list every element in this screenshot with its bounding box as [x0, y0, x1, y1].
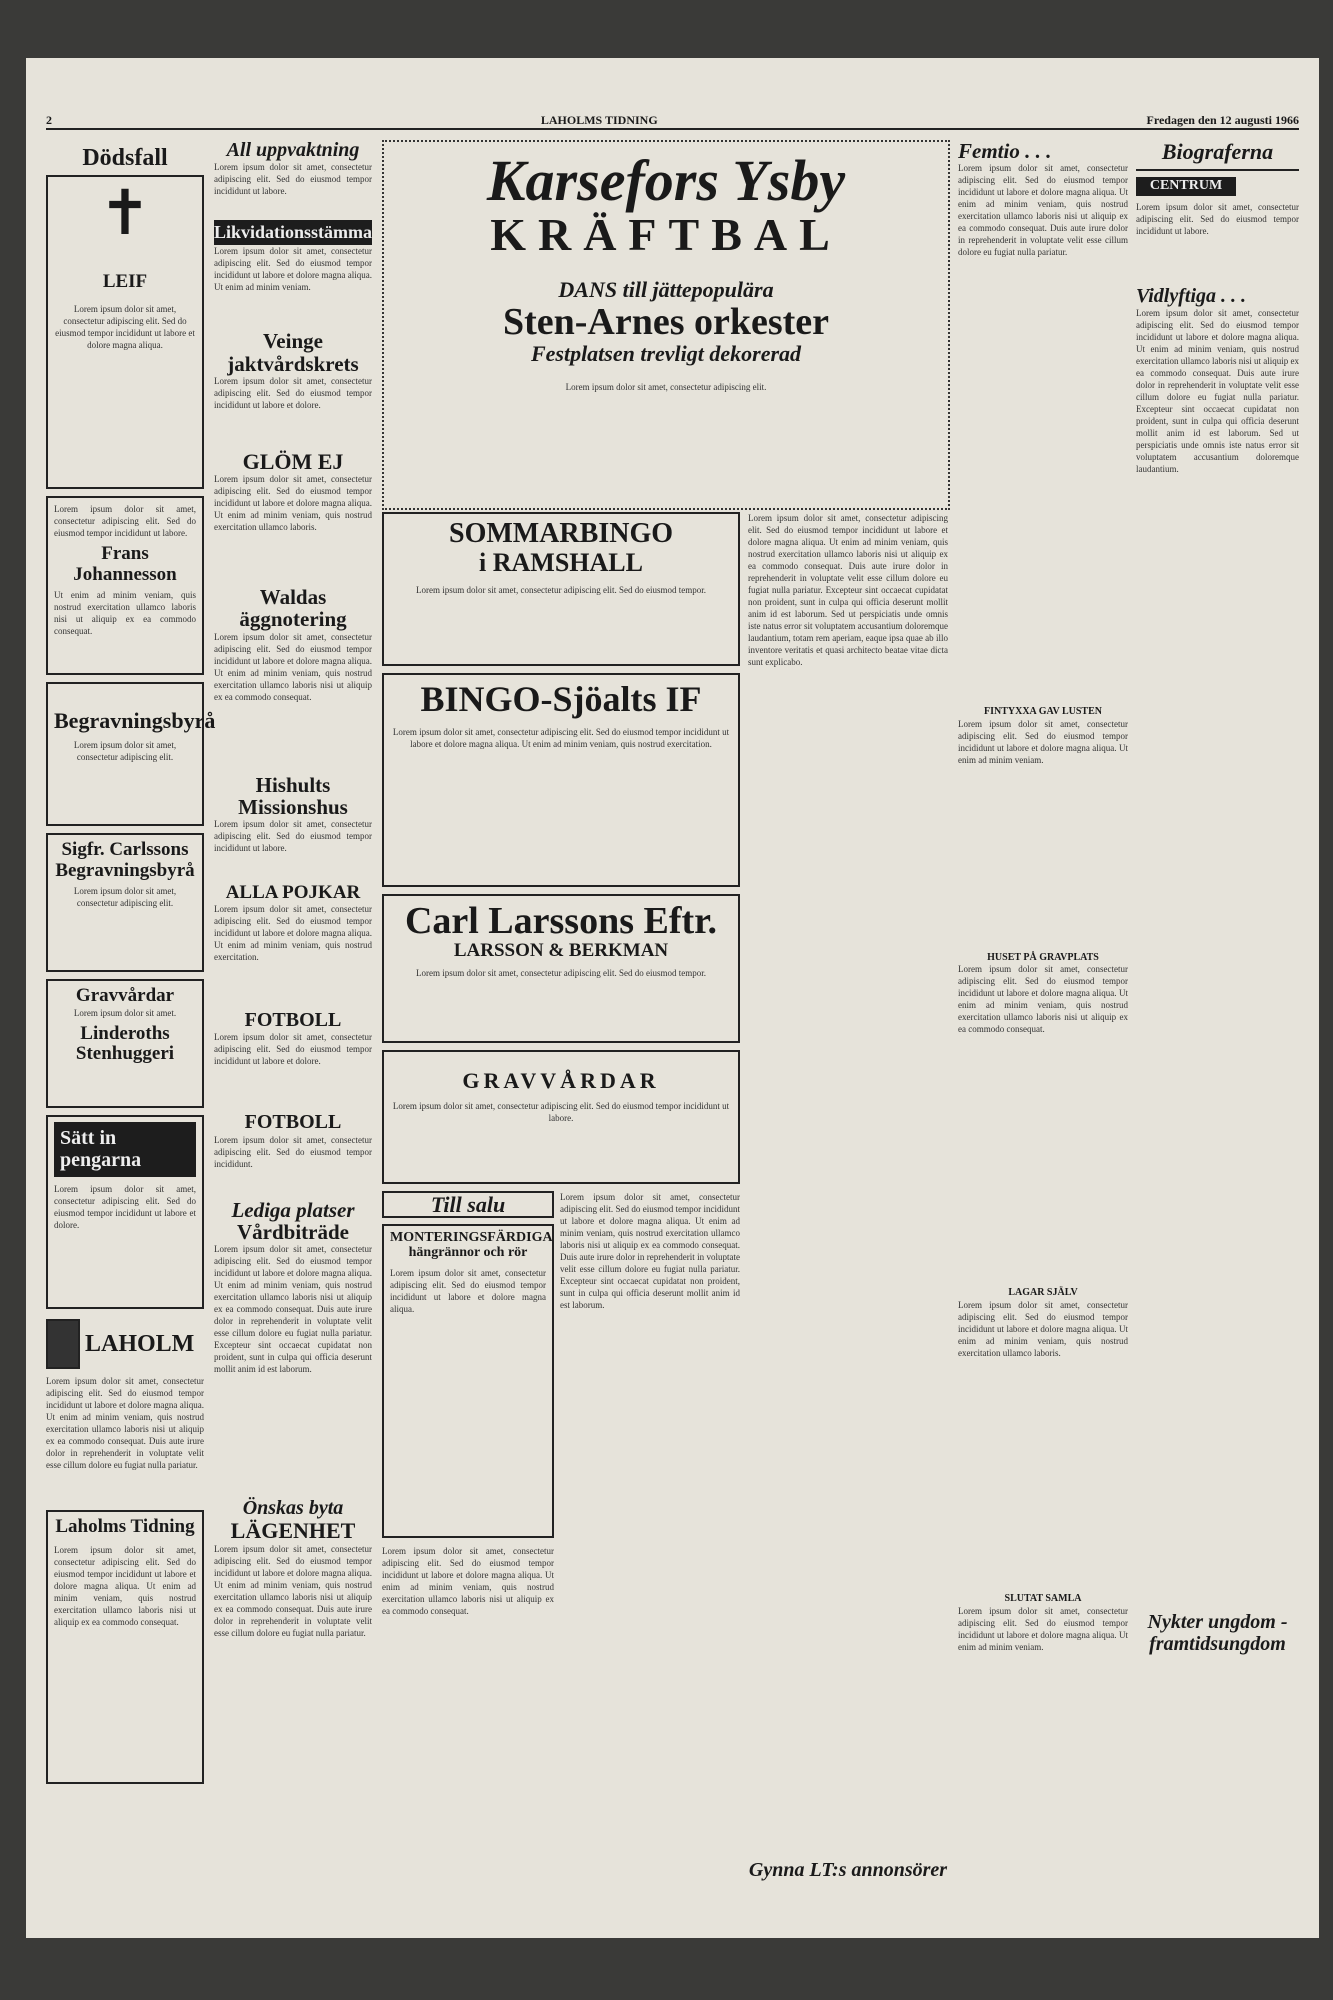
- divider: [1136, 169, 1299, 171]
- obituary-heading: Dödsfall: [82, 145, 168, 171]
- savings-heading-2: pengarna: [60, 1148, 142, 1171]
- center-right-column: [748, 512, 948, 1881]
- karsefors-line-1: DANS till jättepopulära: [558, 277, 774, 303]
- placeholder-text: Lorem ipsum dolor sit amet, consectetur adipiscing elit. Sed do eiusmod tempor incididunt ut labore et dolore magna aliqua. Ut enim ad minim veniam.: [214, 246, 372, 293]
- column-4: [958, 140, 1128, 1850]
- savings-heading-1: Sätt in: [60, 1127, 117, 1150]
- sommarbingo-ad: [382, 512, 740, 666]
- placeholder-text: Lorem ipsum dolor sit amet, consectetur adipiscing elit. Sed do eiusmod tempor incididunt ut labore et dolore magna aliqua. Ut enim ad minim veniam, quis nostrud exercitation ullamco laboris nisi ut aliquip ex ea commodo consequat.: [958, 964, 1128, 1035]
- laholm-logo: [46, 1319, 204, 1369]
- centrum-badge: CENTRUM: [1136, 177, 1236, 196]
- placeholder-text: Lorem ipsum dolor sit amet, consectetur adipiscing elit. Sed do eiusmod tempor incididunt ut labore et dolore magna aliqua. Ut enim ad minim veniam, quis nostrud exercitation ullamco laboris nisi ut aliquip ex ea commodo consequat.: [54, 1544, 196, 1627]
- placeholder-text: Lorem ipsum dolor sit amet.: [73, 1007, 177, 1018]
- placeholder-text: Lorem ipsum dolor sit amet, consectetur adipiscing elit. Sed do eiusmod tempor incididunt ut labore et dolore.: [214, 1032, 372, 1067]
- placeholder-text: Lorem ipsum dolor sit amet, consectetur adipiscing elit. Sed do eiusmod tempor incididunt ut labore.: [1136, 202, 1299, 237]
- uppvaktning-heading: All uppvaktning: [226, 139, 360, 161]
- center-area: [382, 140, 950, 1881]
- missionshus-heading: Hishults Missionshus: [238, 772, 348, 819]
- placeholder-text: Lorem ipsum dolor sit amet, consectetur adipiscing elit. Sed do eiusmod tempor incididunt ut labore et dolore magna aliqua. Ut enim ad minim veniam, quis nostrud exercitation ullamco laboris nisi ut aliquip ex ea commodo consequat. Duis aute irure dolor in reprehenderit in voluptate velit esse cillum dolore eu fugiat nulla pariatur.: [46, 1376, 204, 1471]
- thanks-name-last: Johannesson: [73, 563, 177, 585]
- obituary-name: LEIF: [102, 271, 148, 293]
- placeholder-text: Lorem ipsum dolor sit amet, consectetur adipiscing elit. Sed do eiusmod tempor incididunt ut labore et dolore magna aliqua. Ut enim ad minim veniam, quis nostrud exercitation ullamco laboris nisi ut aliquip ex ea commodo consequat. Duis aute irure dolor in reprehenderit in voluptate velit esse cillum dolore eu fugiat nulla pariatur. Excepteur sint occaecat cupidatat non proident, sunt in culpa qui officia deserunt mollit anim id est laborum. Sed ut perspiciatis unde omnis iste natus error sit voluptatem accusantium doloremque laudantium.: [1136, 308, 1299, 475]
- biograferna-heading: Biograferna: [1161, 139, 1274, 164]
- issue-date: Fredagen den 12 augusti 1966: [1146, 113, 1299, 127]
- placeholder-text: Lorem ipsum dolor sit amet, consectetur adipiscing elit. Sed do eiusmod tempor incididunt ut labore et dolore magna aliqua. Ut enim ad minim veniam, quis nostrud exercitation ullamco laboris nisi ut aliquip ex ea commodo consequat.: [382, 1546, 554, 1617]
- fotboll-heading-2: FOTBOLL: [244, 1111, 342, 1134]
- placeholder-text: Lorem ipsum dolor sit amet, consectetur adipiscing elit. Sed do eiusmod tempor incididunt ut labore et dolore magna aliqua. Ut enim ad minim veniam, quis nostrud exercitation ullamco laboris nisi ut aliquip ex ea commodo consequat.: [214, 631, 372, 702]
- placeholder-text: Lorem ipsum dolor sit amet, consectetur adipiscing elit. Sed do eiusmod tempor incididunt ut labore et dolore magna aliqua. Ut enim ad minim veniam, quis nostrud exercitation ullamco laboris nisi ut aliquip ex ea commodo consequat. Duis aute irure dolor in reprehenderit in voluptate velit esse cillum dolore eu fugiat nulla pariatur. Excepteur sint occaecat cupidatat non proident, sunt in culpa qui officia deserunt mollit anim id est laborum.: [560, 1192, 740, 1310]
- bingo-sjoalts-title: BINGO-Sjöalts IF: [420, 679, 702, 719]
- onskas-byta-heading: Önskas byta: [242, 1497, 344, 1520]
- jaktvard-heading: Veinge jaktvårdskrets: [227, 329, 359, 376]
- placeholder-text: Lorem ipsum dolor sit amet, consectetur adipiscing elit. Sed do eiusmod tempor incididunt ut labore et dolore magna aliqua. Ut enim ad minim veniam, quis nostrud exercitation ullamco laboris nisi ut aliquip ex ea commodo consequat. Duis aute irure dolor in reprehenderit in voluptate velit esse cillum dolore eu fugiat nulla pariatur.: [958, 163, 1128, 258]
- lagenhet-heading: LÄGENHET: [230, 1518, 356, 1544]
- funeral-home-heading: Begravningsbyrå: [54, 708, 216, 734]
- savings-bank-banner: [54, 1122, 196, 1176]
- pojkar-heading: ALLA POJKAR: [225, 882, 361, 904]
- newspaper-info-box: [46, 1510, 204, 1784]
- femtio-heading: Femtio . . .: [958, 139, 1052, 163]
- placeholder-text: Lorem ipsum dolor sit amet, consectetur adipiscing elit. Sed do eiusmod tempor incididunt ut labore.: [54, 504, 196, 539]
- glom-ej-heading: GLÖM EJ: [242, 448, 344, 474]
- placeholder-text: Lorem ipsum dolor sit amet, consectetur adipiscing elit. Sed do eiusmod tempor incididunt ut labore et dolore magna aliqua. Ut enim ad minim veniam.: [958, 718, 1128, 765]
- placeholder-text: Lorem ipsum dolor sit amet, consectetur adipiscing elit. Sed do eiusmod tempor incididunt ut labore et dolore magna aliqua. Ut enim ad minim veniam.: [958, 1605, 1128, 1652]
- funeral-home-ad-1: [46, 682, 216, 826]
- newspaper-info-heading: Laholms Tidning: [55, 1516, 195, 1538]
- placeholder-text: Lorem ipsum dolor sit amet, consectetur adipiscing elit. Sed do eiusmod tempor incididunt ut labore et dolore magna aliqua. Ut enim ad minim veniam, quis nostrud exercitation.: [214, 904, 372, 963]
- column-1: [46, 140, 216, 1791]
- karsefors-title: Karsefors Ysby: [486, 148, 846, 213]
- stonemason-name: Linderoths Stenhuggeri: [75, 1022, 175, 1064]
- subheading-1: FINTYXXA GAV LUSTEN: [984, 706, 1102, 718]
- till-salu-area: [382, 1191, 740, 1726]
- bingo-sjoalts-ad: [382, 673, 740, 887]
- masthead: [46, 112, 1299, 130]
- kraftbal-title: KRÄFTBAL: [490, 209, 842, 261]
- carlsson-heading: Sigfr. Carlssons Begravningsbyrå: [55, 839, 195, 881]
- hangrannor-title-2: hängrännor och rör: [408, 1245, 528, 1261]
- placeholder-text: Lorem ipsum dolor sit amet, consectetur adipiscing elit. Sed do eiusmod tempor incididunt ut labore.: [214, 819, 372, 854]
- placeholder-text: Lorem ipsum dolor sit amet, consectetur adipiscing elit. Sed do eiusmod tempor incididunt ut labore et dolore magna aliqua. Ut enim ad minim veniam, quis nostrud exercitation ullamco laboris nisi ut aliquip ex ea commodo consequat. Duis aute irure dolor in reprehenderit in voluptate velit esse cillum dolore eu fugiat nulla pariatur. Excepteur sint occaecat cupidatat non proident, sunt in culpa qui officia deserunt mollit anim id est laborum.: [214, 1244, 372, 1375]
- subheading-4: SLUTAT SAMLA: [1004, 1593, 1082, 1605]
- center-left-column: [382, 512, 740, 1726]
- karsefors-line-2: Festplatsen trevligt dekorerad: [530, 340, 802, 366]
- vardbitrade-heading: Vårdbiträde: [237, 1219, 349, 1244]
- cross-icon: ✝: [99, 180, 151, 249]
- placeholder-text: Lorem ipsum dolor sit amet, consectetur adipiscing elit. Sed do eiusmod tempor incididunt ut labore et dolore magna aliqua. Ut enim ad minim veniam, quis nostrud exercitation ullamco laboris.: [214, 474, 372, 533]
- gravestone-ad: [46, 979, 204, 1108]
- ramshall-title: i RAMSHALL: [479, 547, 643, 577]
- column-5: [1136, 140, 1299, 1655]
- placeholder-text: Lorem ipsum dolor sit amet, consectetur adipiscing elit. Sed do eiusmod tempor incididunt ut labore et dolore magna aliqua. Ut enim ad minim veniam, quis nostrud exercitation ullamco laboris nisi ut aliquip ex ea commodo consequat. Duis aute irure dolor in reprehenderit in voluptate velit esse cillum dolore eu fugiat nulla pariatur.: [214, 1543, 372, 1638]
- thanks-name-first: Frans: [101, 543, 149, 565]
- sommarbingo-title: SOMMARBINGO: [449, 518, 673, 549]
- placeholder-text: Lorem ipsum dolor sit amet, consectetur adipiscing elit. Sed do eiusmod tempor incididunt ut labore et dolore.: [54, 1183, 196, 1230]
- larsson-berkman-subtitle: LARSSON & BERKMAN: [453, 940, 669, 962]
- placeholder-text: Lorem ipsum dolor sit amet, consectetur adipiscing elit. Sed do eiusmod tempor.: [416, 585, 706, 596]
- placeholder-text: Lorem ipsum dolor sit amet, consectetur adipiscing elit. Sed do eiusmod tempor incididunt ut labore et dolore magna aliqua.: [55, 303, 195, 350]
- placeholder-text: Lorem ipsum dolor sit amet, consectetur adipiscing elit. Sed do eiusmod tempor incididunt.: [214, 1134, 372, 1169]
- thanks-notice: [46, 496, 204, 675]
- placeholder-text: Lorem ipsum dolor sit amet, consectetur adipiscing elit. Sed do eiusmod tempor.: [416, 968, 706, 979]
- orchestra-name: Sten-Arnes orkester: [502, 300, 830, 343]
- fotboll-heading-1: FOTBOLL: [244, 1009, 342, 1032]
- page-number: 2: [46, 113, 52, 127]
- placeholder-text: Lorem ipsum dolor sit amet, consectetur adipiscing elit. Sed do eiusmod tempor incididunt ut labore.: [214, 162, 372, 197]
- funeral-home-ad-2: [46, 833, 204, 972]
- gravvardar-ad-title: GRAVVÅRDAR: [462, 1068, 660, 1093]
- carl-larssons-ad: [382, 894, 740, 1043]
- placeholder-text: Lorem ipsum dolor sit amet, consectetur adipiscing elit. Sed do eiusmod tempor incididunt ut labore et dolore magna aliqua. Ut enim ad minim veniam, quis nostrud exercitation ullamco laboris.: [958, 1300, 1128, 1359]
- till-salu-text-column: [560, 1191, 740, 1726]
- laholm-logo-text: LAHOLM: [85, 1330, 195, 1357]
- placeholder-text: Lorem ipsum dolor sit amet, consectetur adipiscing elit.: [73, 885, 177, 908]
- placeholder-text: Lorem ipsum dolor sit amet, consectetur adipiscing elit. Sed do eiusmod tempor incididunt ut labore.: [392, 1101, 730, 1124]
- placeholder-text: Lorem ipsum dolor sit amet, consectetur adipiscing elit.: [565, 382, 767, 393]
- subheading-3: LAGAR SJÄLV: [1008, 1287, 1078, 1299]
- carl-larssons-title: Carl Larssons Eftr.: [404, 900, 718, 942]
- gravvardar-heading: Gravvårdar: [75, 985, 175, 1007]
- likvidation-heading: Likvidationsstämma: [214, 220, 372, 245]
- placeholder-text: Lorem ipsum dolor sit amet, consectetur adipiscing elit. Sed do eiusmod tempor incididunt ut labore et dolore magna aliqua. Ut enim ad minim veniam, quis nostrud exercitation ullamco laboris nisi ut aliquip ex ea commodo consequat. Duis aute irure dolor in reprehenderit in voluptate velit esse cillum dolore eu fugiat nulla pariatur. Excepteur sint occaecat cupidatat non proident, sunt in culpa qui officia deserunt mollit anim id est laborum. Sed ut perspiciatis unde omnis iste natus error sit voluptatem accusantium doloremque laudantium, totam rem aperiam, eaque ipsa quae ab illo inventore veritatis et quasi architecto beatae vitae dicta sunt explicabo.: [748, 513, 948, 667]
- paper-name: LAHOLMS TIDNING: [540, 113, 658, 127]
- column-2: [214, 140, 372, 1808]
- savings-bank-ad: [46, 1115, 204, 1309]
- vidlyftiga-heading: Vidlyftiga . . .: [1136, 285, 1246, 308]
- placeholder-text: Lorem ipsum dolor sit amet, consectetur adipiscing elit. Sed do eiusmod tempor incididunt ut labore et dolore magna aliqua.: [390, 1267, 546, 1314]
- obituary-notice: [46, 175, 204, 489]
- waldas-heading: Waldas äggnotering: [239, 585, 347, 632]
- till-salu-ad-column: [382, 1191, 554, 1726]
- till-salu-heading: Till salu: [382, 1191, 554, 1218]
- karsefors-ad: [382, 140, 950, 510]
- subheading-2: HUSET PÅ GRAVPLATS: [987, 951, 1099, 963]
- gynna-slogan: Gynna LT:s annonsörer: [748, 1859, 948, 1881]
- nykter-ungdom-heading: Nykter ungdom - framtidsungdom: [1147, 1611, 1288, 1655]
- lediga-platser-heading: Lediga platser: [231, 1197, 355, 1222]
- placeholder-text: Ut enim ad minim veniam, quis nostrud exercitation ullamco laboris nisi ut aliquip ex ea commodo consequat.: [54, 589, 196, 636]
- gravvardar-ad: [382, 1050, 740, 1184]
- placeholder-text: Lorem ipsum dolor sit amet, consectetur adipiscing elit. Sed do eiusmod tempor incididunt ut labore et dolore.: [214, 375, 372, 410]
- newspaper-page: [26, 58, 1319, 1938]
- hangrannor-ad: [382, 1224, 554, 1538]
- placeholder-text: Lorem ipsum dolor sit amet, consectetur adipiscing elit.: [73, 739, 177, 762]
- placeholder-text: Lorem ipsum dolor sit amet, consectetur adipiscing elit. Sed do eiusmod tempor incididunt ut labore et dolore magna aliqua. Ut enim ad minim veniam, quis nostrud exercitation.: [392, 727, 730, 750]
- hangrannor-title-1: MONTERINGSFÄRDIGA: [390, 1230, 553, 1246]
- coat-of-arms-icon: [46, 1319, 80, 1369]
